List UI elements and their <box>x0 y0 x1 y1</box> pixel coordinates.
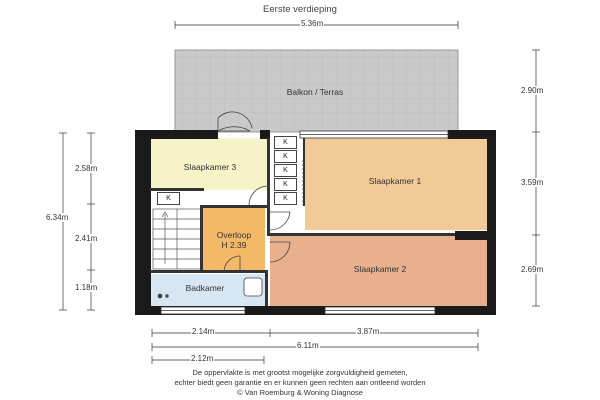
bedroom-3-label: Slaapkamer 3 <box>183 162 237 172</box>
dim-top-width: 5.36m <box>301 19 324 28</box>
dim-left-landing: 2.41m <box>75 234 98 243</box>
cupboard-k-2: K <box>274 150 297 163</box>
dim-bottom-total: 6.11m <box>297 341 319 350</box>
dim-left-bed3: 2.58m <box>75 164 98 173</box>
bedroom-1-label: Slaapkamer 1 <box>368 176 422 186</box>
disclaimer-line-1: De oppervlakte is met grootst mogelijke zorgvuldigheid gemeten, <box>192 368 408 377</box>
dim-bottom-left: 2.14m <box>192 327 215 336</box>
dim-left-bath: 1.18m <box>75 283 98 292</box>
cupboard-k-4: K <box>274 178 297 191</box>
landing-label: Overloop <box>216 230 252 240</box>
cupboard-k-3: K <box>274 164 297 177</box>
dim-right-balcony: 2.90m <box>521 86 544 95</box>
cupboard-k-1: K <box>274 136 297 149</box>
dim-bottom-right: 3.87m <box>357 327 380 336</box>
dim-bottom-inner: 2.12m <box>191 354 214 363</box>
cupboard-k-5: K <box>274 192 297 205</box>
dim-left-total: 6.34m <box>46 213 69 222</box>
landing-height-label: H 2.39 <box>221 240 247 250</box>
bathroom-label: Badkamer <box>185 283 225 293</box>
cupboard-k-6: K <box>157 192 180 205</box>
balcony-label: Balkon / Terras <box>286 87 344 97</box>
plan-title: Eerste verdieping <box>263 4 337 15</box>
disclaimer-line-2: echter biedt geen garantie en er kunnen geen rechten aan ontleend worden <box>174 378 426 387</box>
bedroom-2-label: Slaapkamer 2 <box>353 264 407 274</box>
copyright-line: © Van Roemburg & Woning Diagnose <box>237 388 363 397</box>
dim-right-bed1: 3.59m <box>521 178 544 187</box>
dim-right-bed2: 2.69m <box>521 265 544 274</box>
